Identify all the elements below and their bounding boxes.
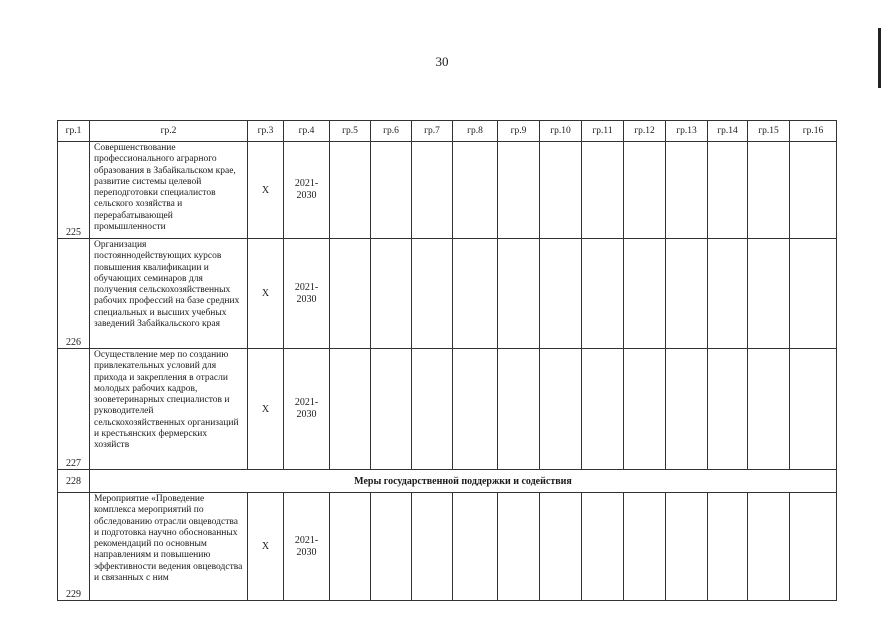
row-period: 2021- 2030 — [294, 534, 319, 558]
row-col3-mark: X — [248, 349, 284, 470]
row-number: 226 — [58, 239, 90, 349]
col-header-13: гр.13 — [666, 121, 708, 142]
row-description: Осуществление мер по созданию привлекательных условий для прихода и закрепления в отрасли молодых рабочих кадров, зооветеринарных специалистов и руководителей сельскохозяйственных организаций и крестьянских фермерских хозяйств — [90, 349, 248, 470]
section-number: 228 — [58, 470, 90, 493]
row-period: 2021- 2030 — [294, 178, 319, 201]
col-header-14: гр.14 — [708, 121, 748, 142]
row-description: Мероприятие «Проведение комплекса мероприятий по обследованию отрасли овцеводства и подготовка научно обоснованных рекомендаций по основным направлениям и повышению эффективности ведения овцеводства и связанных с ним — [90, 493, 248, 601]
row-number: 229 — [58, 493, 90, 601]
row-description: Организация постояннодействующих курсов повышения квалификации и обучающих семинаров для получения сельскохозяйственных рабочих профессий на базе средних специальных и высших учебных заведений Забайкальского края — [90, 239, 248, 349]
data-table — [57, 120, 837, 601]
row-col3-mark: X — [248, 239, 284, 349]
col-header-1: гр.1 — [58, 121, 90, 142]
col-header-3: гр.3 — [248, 121, 284, 142]
page-number: 30 — [435, 54, 449, 69]
col-header-8: гр.8 — [453, 121, 498, 142]
col-header-2: гр.2 — [90, 121, 248, 142]
col-header-16: гр.16 — [790, 121, 837, 142]
col-header-4: гр.4 — [284, 121, 330, 142]
table-row — [58, 142, 837, 239]
col-header-12: гр.12 — [624, 121, 666, 142]
table-row — [58, 239, 837, 349]
row-col3-mark: X — [248, 142, 284, 239]
col-header-5: гр.5 — [330, 121, 371, 142]
col-header-6: гр.6 — [371, 121, 412, 142]
table-row — [58, 349, 837, 470]
col-header-15: гр.15 — [748, 121, 790, 142]
section-row — [58, 470, 837, 493]
col-header-11: гр.11 — [582, 121, 624, 142]
table-row — [58, 493, 837, 601]
row-col3-mark: X — [248, 493, 284, 601]
col-header-10: гр.10 — [540, 121, 582, 142]
scan-edge-mark — [878, 28, 881, 88]
row-period: 2021- 2030 — [294, 281, 319, 305]
row-period: 2021- 2030 — [294, 397, 319, 420]
row-description: Совершенствование профессионального аграрного образования в Забайкальском крае, развитие системы целевой переподготовки специалистов сельского хозяйства и перерабатывающей промышленности — [90, 142, 248, 239]
header-row — [58, 121, 837, 142]
col-header-7: гр.7 — [412, 121, 453, 142]
row-number: 225 — [58, 142, 90, 239]
section-title: Меры государственной поддержки и содействия — [90, 470, 837, 493]
row-number: 227 — [58, 349, 90, 470]
col-header-9: гр.9 — [498, 121, 540, 142]
